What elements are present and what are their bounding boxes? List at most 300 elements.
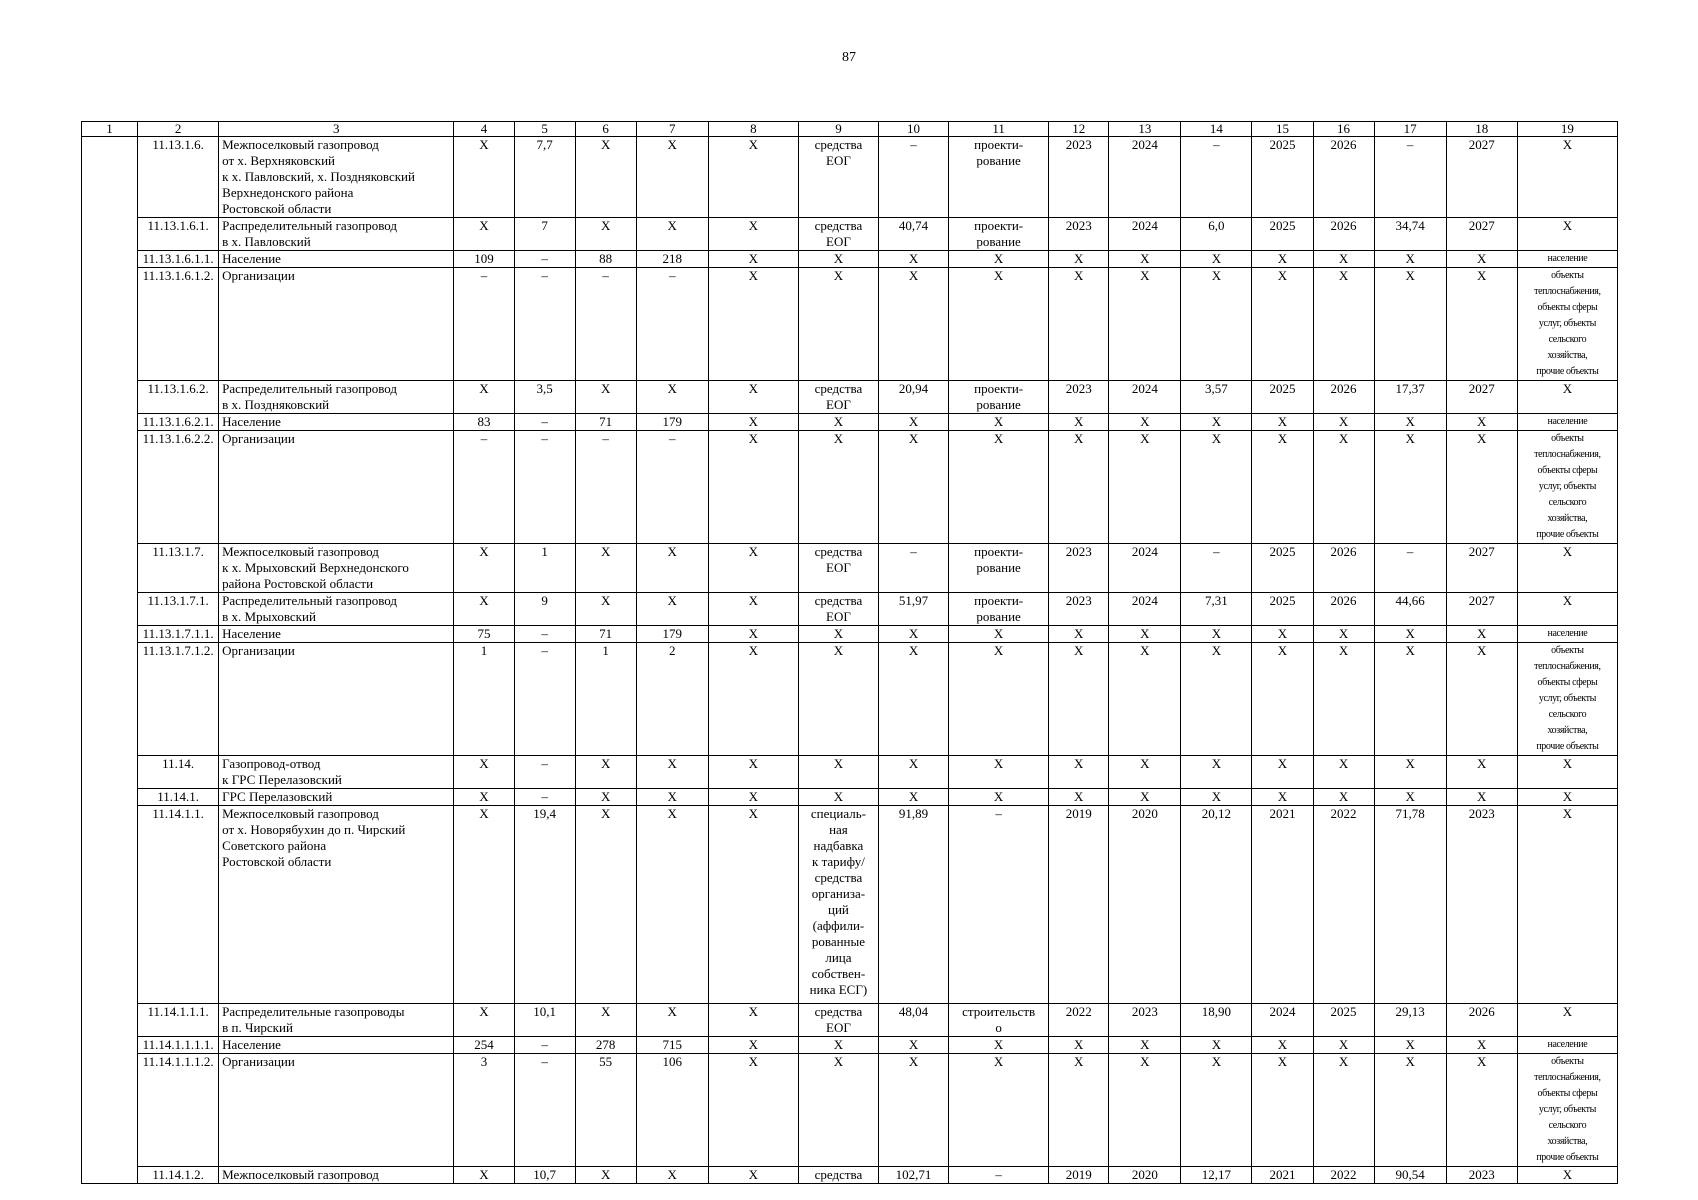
table-cell: Х [1049,789,1109,806]
object-name: Распределительные газопроводы в п. Чирский [219,1004,454,1037]
table-cell: Х [798,268,878,381]
table-row [82,268,1618,381]
column-header: 19 [1517,122,1617,137]
table-cell: 7,7 [514,137,575,218]
table-cell: Х [636,593,708,626]
table-cell: Х [878,1054,948,1167]
table-cell: Х [636,1167,708,1184]
object-name: Распределительный газопровод в х. Мрыховский [219,593,454,626]
object-name: Распределительный газопровод в х. Поздняковский [219,381,454,414]
table-cell: 9 [514,593,575,626]
table-cell: Х [1181,626,1252,643]
table-cell: 10,1 [514,1004,575,1037]
table-cell: 2026 [1313,593,1374,626]
table-cell: Х [708,251,798,268]
table-cell: Х [1252,789,1313,806]
table-cell: – [514,626,575,643]
table-cell: 2023 [1049,137,1109,218]
table-cell: 102,71 [878,1167,948,1184]
row-code: 11.13.1.7.1.2. [138,643,219,756]
table-cell: Х [708,1167,798,1184]
table-cell: Х [1446,1037,1517,1054]
table-cell: Х [1109,789,1181,806]
object-name: Организации [219,431,454,544]
table-cell: Х [1049,268,1109,381]
table-cell: 2025 [1313,1004,1374,1037]
table-cell: 218 [636,251,708,268]
table-cell: Х [1109,626,1181,643]
table-cell: 2021 [1252,806,1313,1004]
table-cell: 2022 [1313,1167,1374,1184]
table-cell: средства [798,1167,878,1184]
table-row [82,643,1618,756]
table-cell: 40,74 [878,218,948,251]
table-cell: Х [454,218,514,251]
table-cell: Х [454,1004,514,1037]
table-cell: 2022 [1313,806,1374,1004]
table-cell: проекти- рование [949,218,1049,251]
table-cell: 2023 [1049,381,1109,414]
table-cell: Х [1049,251,1109,268]
table-row [82,251,1618,268]
table-cell: Х [708,431,798,544]
table-cell: – [514,1054,575,1167]
table-cell: Х [1374,789,1446,806]
table-cell: Х [1109,414,1181,431]
table-cell: Х [708,626,798,643]
consumer-category: объекты теплоснабжения, объекты сферы услуг, объекты сельского хозяйства, прочие объекты [1517,268,1617,381]
table-cell: Х [708,643,798,756]
table-cell: Х [575,593,636,626]
table-cell: Х [1517,218,1617,251]
table-cell: Х [708,1054,798,1167]
table-cell: Х [1517,1004,1617,1037]
object-name: Распределительный газопровод в х. Павловский [219,218,454,251]
table-cell: Х [1446,1054,1517,1167]
table-cell: – [514,268,575,381]
table-cell: средства ЕОГ [798,137,878,218]
table-row [82,218,1618,251]
table-cell: – [454,268,514,381]
table-cell: 83 [454,414,514,431]
table-cell: средства ЕОГ [798,218,878,251]
table-cell: Х [1446,756,1517,789]
row-code: 11.13.1.6.2. [138,381,219,414]
table-cell: 17,37 [1374,381,1446,414]
table-cell: Х [1517,593,1617,626]
table-cell: Х [575,381,636,414]
table-cell: Х [1313,1037,1374,1054]
table-cell: Х [878,756,948,789]
table-cell: 2027 [1446,137,1517,218]
table-cell: Х [1517,756,1617,789]
table-cell: 1 [454,643,514,756]
table-cell: 2027 [1446,381,1517,414]
table-cell: Х [1181,414,1252,431]
table-cell: – [514,414,575,431]
table-row [82,1037,1618,1054]
table-cell: 55 [575,1054,636,1167]
table-cell: 2025 [1252,593,1313,626]
column-header: 2 [138,122,219,137]
table-cell: Х [878,789,948,806]
table-cell: Х [575,544,636,593]
table-cell: Х [1446,414,1517,431]
object-name: Население [219,1037,454,1054]
table-cell: проекти- рование [949,137,1049,218]
table-cell: 2024 [1109,593,1181,626]
table-cell: – [514,251,575,268]
table-cell: 2020 [1109,1167,1181,1184]
table-cell: Х [1374,268,1446,381]
table-cell: 2026 [1313,381,1374,414]
table-cell: – [878,544,948,593]
table-cell: 20,12 [1181,806,1252,1004]
table-cell: 2023 [1446,1167,1517,1184]
table-cell: 44,66 [1374,593,1446,626]
table-cell: Х [1252,626,1313,643]
table-cell: Х [1313,626,1374,643]
table-cell: 2019 [1049,806,1109,1004]
table-cell: 2027 [1446,218,1517,251]
header-row [82,122,1618,137]
table-cell: Х [1181,431,1252,544]
table-cell: Х [454,381,514,414]
table-cell: 91,89 [878,806,948,1004]
table-cell: Х [878,1037,948,1054]
table-cell: Х [1049,414,1109,431]
table-cell: – [575,268,636,381]
table-cell: 18,90 [1181,1004,1252,1037]
table-cell: Х [1313,756,1374,789]
table-cell-group [82,137,138,1184]
table-cell: 75 [454,626,514,643]
table-cell: Х [708,137,798,218]
table-cell: Х [636,806,708,1004]
column-header: 1 [82,122,138,137]
table-cell: Х [1313,1054,1374,1167]
table-cell: Х [575,137,636,218]
table-cell: Х [1109,1054,1181,1167]
table-cell: Х [1109,1037,1181,1054]
table-cell: Х [575,789,636,806]
table-cell: 3,57 [1181,381,1252,414]
table-cell: Х [949,431,1049,544]
object-name: Население [219,626,454,643]
table-cell: – [514,756,575,789]
table-cell: 19,4 [514,806,575,1004]
table-cell: Х [1109,756,1181,789]
column-header: 15 [1252,122,1313,137]
table-cell: Х [949,756,1049,789]
table-cell: Х [1049,643,1109,756]
table-cell: Х [1252,756,1313,789]
table-cell: 109 [454,251,514,268]
column-header: 17 [1374,122,1446,137]
table-cell: специаль- ная надбавка к тарифу/ средства организа- ций (аффили- рованные лица собствен- ника ЕСГ) [798,806,878,1004]
page-number: 87 [842,50,856,65]
table-cell: Х [575,756,636,789]
table-cell: 7 [514,218,575,251]
table-cell: 254 [454,1037,514,1054]
column-header: 4 [454,122,514,137]
column-header: 9 [798,122,878,137]
table-cell: Х [708,381,798,414]
table-cell: Х [708,789,798,806]
table-cell: Х [636,381,708,414]
row-code: 11.14.1.1.1.2. [138,1054,219,1167]
consumer-category: население [1517,1037,1617,1054]
table-cell: Х [708,756,798,789]
table-cell: Х [1446,626,1517,643]
table-cell: 1 [575,643,636,756]
table-cell: проекти- рование [949,381,1049,414]
table-row [82,137,1618,218]
table-cell: Х [1252,1054,1313,1167]
table-cell: средства ЕОГ [798,544,878,593]
table-cell: Х [1517,137,1617,218]
table-cell: Х [454,789,514,806]
table-cell: средства ЕОГ [798,381,878,414]
table-cell: 2027 [1446,593,1517,626]
consumer-category: население [1517,626,1617,643]
table-cell: Х [1374,643,1446,756]
table-cell: Х [798,1054,878,1167]
table-cell: 2025 [1252,544,1313,593]
table-cell: Х [949,789,1049,806]
table-cell: Х [878,414,948,431]
object-name: Межпоселковый газопровод к х. Мрыховский Верхнедонского района Ростовской области [219,544,454,593]
table-cell: строительств о [949,1004,1049,1037]
table-cell: Х [636,756,708,789]
table-cell: Х [1446,268,1517,381]
table-cell: Х [1517,544,1617,593]
table-cell: 7,31 [1181,593,1252,626]
table-cell: 2023 [1049,544,1109,593]
table-cell: Х [878,626,948,643]
table-cell: Х [1181,1054,1252,1167]
table-cell: Х [708,218,798,251]
column-header: 11 [949,122,1049,137]
table-cell: Х [454,544,514,593]
table-cell: 278 [575,1037,636,1054]
table-cell: Х [878,251,948,268]
table-cell: 2025 [1252,137,1313,218]
consumer-category: объекты теплоснабжения, объекты сферы услуг, объекты сельского хозяйства, прочие объекты [1517,1054,1617,1167]
table-cell: Х [1181,756,1252,789]
column-header: 18 [1446,122,1517,137]
table-cell: 2024 [1252,1004,1313,1037]
table-cell: 2 [636,643,708,756]
table-cell: 90,54 [1374,1167,1446,1184]
table-row [82,381,1618,414]
row-code: 11.14.1.1.1. [138,1004,219,1037]
table-cell: – [575,431,636,544]
table-cell: Х [1517,789,1617,806]
row-code: 11.13.1.6.1. [138,218,219,251]
table-cell: Х [1446,251,1517,268]
table-cell: 3,5 [514,381,575,414]
table-cell: – [1374,544,1446,593]
table-cell: Х [708,414,798,431]
table-cell: Х [949,1037,1049,1054]
table-cell: Х [454,137,514,218]
table-cell: Х [454,806,514,1004]
table-cell: 2023 [1109,1004,1181,1037]
table-cell: 2023 [1049,593,1109,626]
table-cell: Х [1374,251,1446,268]
table-cell: 29,13 [1374,1004,1446,1037]
table-cell: Х [1374,756,1446,789]
row-code: 11.13.1.6. [138,137,219,218]
table-cell: 2023 [1446,806,1517,1004]
row-code: 11.13.1.6.1.1. [138,251,219,268]
row-code: 11.14.1.2. [138,1167,219,1184]
row-code: 11.13.1.7. [138,544,219,593]
object-name: Газопровод-отвод к ГРС Перелазовский [219,756,454,789]
table-cell: 71 [575,626,636,643]
table-cell: Х [1109,251,1181,268]
table-cell: Х [1313,431,1374,544]
table-cell: Х [636,1004,708,1037]
table-cell: Х [708,544,798,593]
table-cell: – [514,643,575,756]
table-cell: 6,0 [1181,218,1252,251]
table-cell: 71,78 [1374,806,1446,1004]
table-cell: Х [1181,268,1252,381]
row-code: 11.14.1.1.1.1. [138,1037,219,1054]
table-cell: Х [575,806,636,1004]
table-cell: – [1181,137,1252,218]
object-name: Население [219,251,454,268]
table-cell: 51,97 [878,593,948,626]
table-cell: 1 [514,544,575,593]
column-header: 14 [1181,122,1252,137]
table-cell: Х [949,414,1049,431]
table-cell: Х [1374,414,1446,431]
table-cell: Х [878,268,948,381]
table-cell: Х [1109,431,1181,544]
table-cell: Х [1313,251,1374,268]
table-cell: Х [708,806,798,1004]
table-cell: Х [708,593,798,626]
table-cell: – [1181,544,1252,593]
row-code: 11.13.1.7.1.1. [138,626,219,643]
table-cell: Х [1374,1054,1446,1167]
table-cell: Х [708,1037,798,1054]
table-cell: 2019 [1049,1167,1109,1184]
table-cell: Х [454,756,514,789]
table-cell: 2025 [1252,218,1313,251]
table-cell: Х [949,268,1049,381]
column-header: 6 [575,122,636,137]
table-cell: Х [1049,756,1109,789]
object-name: Организации [219,1054,454,1167]
table-cell: 179 [636,414,708,431]
table-cell: – [636,268,708,381]
consumer-category: население [1517,414,1617,431]
table-cell: 3 [454,1054,514,1167]
column-header: 5 [514,122,575,137]
table-cell: Х [949,643,1049,756]
table-cell: Х [1374,1037,1446,1054]
table-cell: – [514,431,575,544]
table-cell: 2020 [1109,806,1181,1004]
table-cell: 2026 [1446,1004,1517,1037]
table-cell: Х [454,593,514,626]
table-cell: 2024 [1109,544,1181,593]
table-cell: 2022 [1049,1004,1109,1037]
table-cell: Х [798,789,878,806]
row-code: 11.14.1.1. [138,806,219,1004]
consumer-category: население [1517,251,1617,268]
table-cell: Х [798,251,878,268]
object-name: Межпоселковый газопровод от х. Новорябухин до п. Чирский Советского района Ростовской области [219,806,454,1004]
table-cell: Х [1049,431,1109,544]
table-cell: Х [636,137,708,218]
row-code: 11.14.1. [138,789,219,806]
column-header: 8 [708,122,798,137]
table-cell: Х [1252,414,1313,431]
table-cell: Х [1313,268,1374,381]
table-cell: Х [1517,806,1617,1004]
table-cell: Х [1252,431,1313,544]
table-cell: Х [1313,414,1374,431]
table-cell: 2025 [1252,381,1313,414]
table-cell: 2024 [1109,137,1181,218]
table-row [82,756,1618,789]
table-cell: средства ЕОГ [798,593,878,626]
table-cell: – [949,1167,1049,1184]
table-cell: Х [949,251,1049,268]
table-cell: Х [1181,643,1252,756]
table-cell: 715 [636,1037,708,1054]
table-row [82,789,1618,806]
table-cell: 48,04 [878,1004,948,1037]
table-cell: – [949,806,1049,1004]
row-code: 11.13.1.6.2.2. [138,431,219,544]
table-cell: Х [1109,268,1181,381]
table-cell: Х [575,218,636,251]
table-cell: Х [949,1054,1049,1167]
table-cell: 2024 [1109,381,1181,414]
table-cell: средства ЕОГ [798,1004,878,1037]
table-cell: – [1374,137,1446,218]
table-row [82,414,1618,431]
table-cell: Х [708,1004,798,1037]
table-cell: Х [1181,1037,1252,1054]
gas-pipeline-table [81,121,1618,1184]
table-row [82,1054,1618,1167]
table-cell: Х [1446,431,1517,544]
table-cell: Х [1446,643,1517,756]
table-cell: Х [878,643,948,756]
table-cell: Х [1049,1054,1109,1167]
table-cell: Х [798,643,878,756]
table-cell: Х [798,1037,878,1054]
table-row [82,806,1618,1004]
table-row [82,626,1618,643]
column-header: 12 [1049,122,1109,137]
table-cell: Х [798,756,878,789]
table-cell: 2026 [1313,218,1374,251]
column-header: 7 [636,122,708,137]
table-cell: 88 [575,251,636,268]
table-cell: Х [575,1004,636,1037]
table-cell: 2027 [1446,544,1517,593]
table-cell: Х [1446,789,1517,806]
object-name: ГРС Перелазовский [219,789,454,806]
